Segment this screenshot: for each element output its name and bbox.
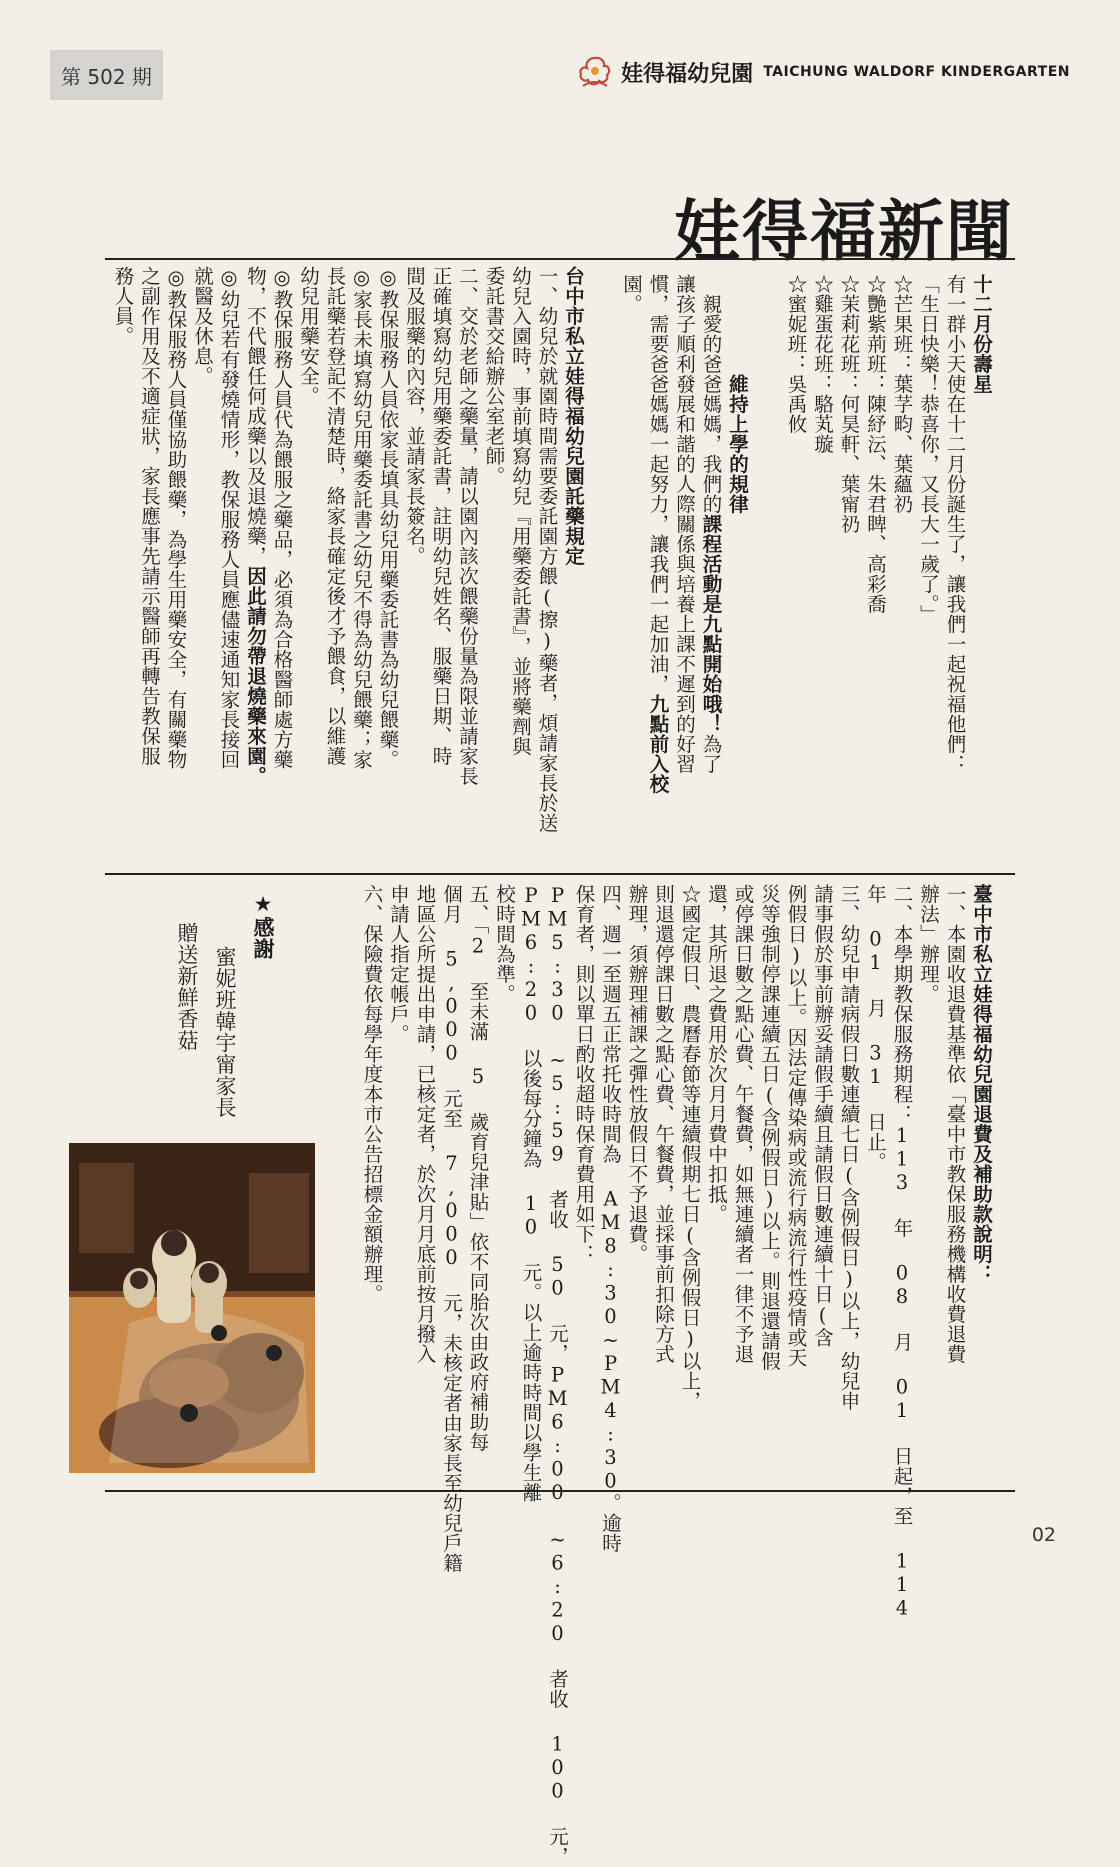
newsletter-title: 娃得福新聞 xyxy=(674,192,1014,270)
brand xyxy=(575,52,1070,92)
brand-english-name: TAICHUNG WALDORF KINDERGARTEN xyxy=(763,64,1070,80)
thanks-section xyxy=(168,892,282,1142)
refund-line: 辦法」辦理。 xyxy=(917,884,940,1004)
birthday-intro: 有一群小天使在十二月份誕生了，讓我們一起祝福他們： xyxy=(943,274,967,774)
medicine-rule-line: 幼兒入園時，事前填寫幼兒『用藥委託書』，並將藥劑與 xyxy=(509,266,532,757)
medicine-rule-line: 間及服藥的內容，並請家長簽名。 xyxy=(403,266,426,566)
medicine-rule-line: ◎教保服務人員代為餵服之藥品，必須為合格醫師處方藥 xyxy=(270,266,294,770)
refund-line: 還，其所退之費用於次月月費中扣抵。 xyxy=(705,884,728,1224)
thanks-gift: 贈送新鮮香菇 xyxy=(175,922,199,1051)
medicine-section xyxy=(109,266,586,856)
refund-line: 辦理，須辦理補課之彈性放假日不予退費。 xyxy=(625,884,649,1264)
medicine-rule-line: ◎家長未填寫幼兒用藥委託書之幼兒不得為幼兒餵藥；家 xyxy=(350,266,373,770)
refund-line: 三、幼兒申請病假日數連續七日(含例假日)以上，幼兒申 xyxy=(837,884,861,1411)
refund-line: PM5:30 ~5:59 者收 50 元，PM6:00 ~6:20 者收 100 元， xyxy=(546,884,569,1867)
refund-line: PM6:20 以後每分鐘為 10 元。以上逾時時間以學生離 xyxy=(519,884,543,1503)
medicine-rule-line: 之副作用及不適症狀，家長應事先請示醫師再轉告教保服 xyxy=(138,266,161,766)
refund-line: 一、本園收退費基準依「臺中市教保服務機構收費退費 xyxy=(943,884,967,1364)
kindergarten-logo-icon xyxy=(575,52,615,92)
schedule-section xyxy=(618,274,751,854)
mushroom-gift-photo xyxy=(69,1143,315,1473)
medicine-rule-line: 幼兒用藥安全。 xyxy=(297,266,320,406)
medicine-rule-line: ◎教保服務人員依家長填具幼兒用藥委託書為幼兒餵藥。 xyxy=(376,266,400,770)
thanks-title: ★感謝 xyxy=(251,892,275,960)
refund-line: 六、保險費依每學年度本市公告招標金額辦理。 xyxy=(360,884,384,1304)
schedule-paragraph: 慣，需要爸爸媽媽一起努力，讓我們一起加油，九點前入校 xyxy=(646,274,670,794)
schedule-title: 維持上學的規律 xyxy=(726,374,749,514)
birthday-wish: 「生日快樂！恭喜你，又長大一歲了。」 xyxy=(917,274,940,625)
middle-divider xyxy=(105,873,1015,875)
refund-line: 年 01 月 31 日止。 xyxy=(864,884,887,1172)
schedule-paragraph: 園。 xyxy=(620,274,643,314)
birthday-class-list-item: ☆雞蛋花班：駱芄璇 xyxy=(811,274,834,454)
medicine-rule-line: 二、交於老師之藥量，請以園內該次餵藥份量為限並請家長 xyxy=(456,266,479,786)
refund-line: 二、本學期教保服務期程：113 年 08 月 01 日起，至 114 xyxy=(890,884,914,1620)
refund-line: 請事假於事前辦妥請假手續且請假日數連續十日(含 xyxy=(811,884,834,1348)
medicine-rule-line: 就醫及休息。 xyxy=(191,266,214,386)
refund-line: 申請人指定帳戶。 xyxy=(387,884,410,1044)
medicine-title: 台中市私立娃得福幼兒園託藥規定 xyxy=(562,266,585,566)
schedule-paragraph: 親愛的爸爸媽媽，我們的課程活動是九點開始哦！為了 xyxy=(699,294,723,774)
birthday-section xyxy=(782,274,994,854)
refund-line: 例假日)以上。因法定傳染病或流行病流行性疫情或天 xyxy=(784,884,808,1368)
birthday-class-list-item: ☆茉莉花班：何昊軒、葉甯礽 xyxy=(837,274,861,534)
schedule-paragraph: 讓孩子順利發展和諧的人際關係與培養上課不遲到的好習 xyxy=(673,274,696,774)
top-divider xyxy=(105,258,1015,260)
medicine-rule-line: 一、幼兒於就園時間需要委託園方餵(擦)藥者，煩請家長於送 xyxy=(535,266,559,833)
refund-line: 保育者，則以單日酌收超時保育費用如下： xyxy=(572,884,596,1264)
medicine-rule-line: 物，不代餵任何成藥以及退燒藥，因此請勿帶退燒藥來園。 xyxy=(244,266,267,786)
medicine-rule-line: 正確填寫幼兒用藥委託書，註明幼兒姓名、服藥日期、時 xyxy=(429,266,453,766)
refund-line: 個月 5,000 元至 7,000 元，未核定者由家長至幼兒戶籍 xyxy=(440,884,463,1573)
refund-line: 五、「2 至未滿 5 歲育兒津貼」依不同胎次由政府補助每 xyxy=(466,884,490,1452)
brand-name: 娃得福幼兒園 xyxy=(621,61,754,87)
birthday-class-list-item: ☆芒果班：葉芓畇、葉蘊礽 xyxy=(890,274,914,514)
medicine-rule-line: 長託藥若登記不清楚時，絡家長確定後才予餵食，以維護 xyxy=(323,266,347,766)
medicine-rule-line: ◎幼兒若有發燒情形，教保服務人員應儘速通知家長接回 xyxy=(217,266,241,770)
refund-line: 則退還停課日數之點心費、午餐費，並採事前扣除方式 xyxy=(652,884,675,1364)
refund-line: 或停課日數之點心費、午餐費，如無連續者一律不予退 xyxy=(731,884,755,1364)
refund-section xyxy=(358,884,994,1867)
medicine-rule-line: ◎教保服務人員僅協助餵藥，為學生用藥安全，有關藥物 xyxy=(164,266,188,770)
birthday-class-list-item: ☆蜜妮班：吳禹攸 xyxy=(784,274,808,434)
birthday-class-list-item: ☆艷紫荊班：陳紓沄、朱君睥、高彩喬 xyxy=(864,274,887,614)
issue-number: 第 502 期 xyxy=(50,50,163,100)
page-number: 02 xyxy=(1031,1524,1056,1546)
refund-line: 四、週一至週五正常托收時間為 AM8:30~PM4:30。逾時 xyxy=(599,884,622,1553)
birthday-title: 十二月份壽星 xyxy=(970,274,993,394)
medicine-rule-line: 委託書交給辦公室老師。 xyxy=(482,266,506,486)
medicine-rule-line: 務人員。 xyxy=(111,266,135,346)
refund-line: 地區公所提出申請，已核定者，於次月月底前按月撥入 xyxy=(413,884,437,1364)
thanks-donor: 蜜妮班韓宇甯家長 xyxy=(213,946,237,1118)
refund-line: 校時間為準。 xyxy=(493,884,516,1004)
refund-title: 臺中市私立娃得福幼兒園退費及補助款說明： xyxy=(970,884,993,1284)
refund-line: 災等強制停課連續五日(含例假日)以上。則退還請假 xyxy=(758,884,781,1371)
refund-line: ☆國定假日、農曆春節等連續假期七日(含例假日)以上， xyxy=(678,884,702,1411)
